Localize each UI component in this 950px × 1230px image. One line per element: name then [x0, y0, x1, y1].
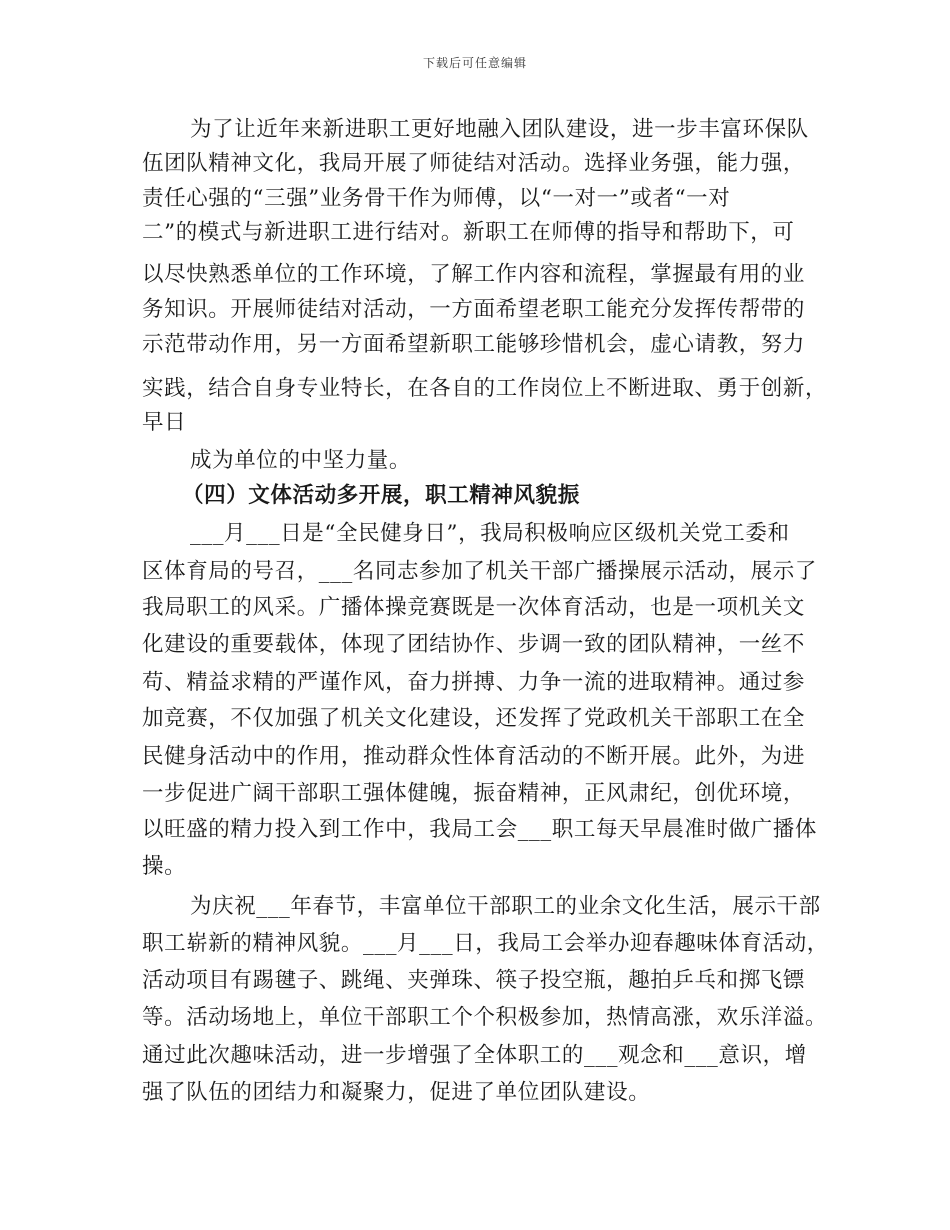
paragraph-3-line-1: ___月___日是“全民健身日”，我局积极响应区级机关党工委和: [190, 521, 790, 546]
paragraph-3-line-8: 一步促进广阔干部职工强体健魄，振奋精神，正风肃纪，创优环境，: [142, 781, 806, 806]
paragraph-1-line-5: 以尽快熟悉单位的工作环境，了解工作内容和流程，掌握最有用的业: [142, 262, 806, 287]
paragraph-3-line-2: 区体育局的号召，___名同志参加了机关干部广播操展示活动，展示了: [142, 559, 817, 584]
section-heading: （四）文体活动多开展，职工精神风貌振: [182, 483, 580, 508]
paragraph-3-line-9: 以旺盛的精力投入到工作中，我局工会___职工每天早晨准时做广播体: [142, 817, 817, 842]
paragraph-1-line-9: 早日: [142, 410, 187, 435]
paragraph-3-line-3: 我局职工的风采。广播体操竞赛既是一次体育活动，也是一项机关文: [142, 595, 806, 620]
paragraph-1-line-3: 责任心强的“三强”业务骨干作为师傅，以“一对一”或者“一对: [142, 186, 731, 211]
paragraph-1-line-2: 伍团队精神文化，我局开展了师徒结对活动。选择业务强，能力强，: [142, 151, 806, 176]
paragraph-4-line-6: 强了队伍的团结力和凝聚力，促进了单位团队建设。: [142, 1080, 651, 1105]
paragraph-1-line-1: 为了让近年来新进职工更好地融入团队建设，进一步丰富环保队: [190, 117, 809, 142]
paragraph-4-line-4: 等。活动场地上，单位干部职工个个积极参加，热情高涨，欢乐洋溢。: [142, 1005, 828, 1030]
paragraph-3-line-7: 民健身活动中的作用，推动群众性体育活动的不断开展。此外，为进: [142, 744, 806, 769]
paragraph-4-line-3: 活动项目有踢毽子、跳绳、夹弹珠、筷子投空瓶，趣拍乒乓和掷飞镖: [142, 968, 806, 993]
header-note: 下载后可任意编辑: [422, 56, 527, 70]
paragraph-1-line-8: 实践，结合自身专业特长，在各自的工作岗位上不断进取、勇于创新，: [142, 376, 828, 401]
paragraph-3-line-5: 苟、精益求精的严谨作风，奋力拼搏、力争一流的进取精神。通过参: [142, 670, 806, 695]
paragraph-3-line-4: 化建设的重要载体，体现了团结协作、步调一致的团队精神，一丝不: [142, 632, 806, 657]
paragraph-4-line-2: 职工崭新的精神风貌。___月___日，我局工会举办迎春趣味体育活动，: [142, 931, 829, 956]
paragraph-1-line-4: 二”的模式与新进职工进行结对。新职工在师傅的指导和帮助下，可: [142, 220, 795, 245]
paragraph-3-line-10: 操。: [142, 854, 187, 879]
paragraph-3-line-6: 加竞赛，不仅加强了机关文化建设，还发挥了党政机关干部职工在全: [142, 706, 806, 731]
paragraph-4-line-5: 通过此次趣味活动，进一步增强了全体职工的___观念和___意识，增: [142, 1043, 807, 1068]
paragraph-1-line-7: 示范带动作用，另一方面希望新职工能够珍惜机会，虚心请教，努力: [142, 332, 806, 357]
paragraph-4-line-1: 为庆祝___年春节，丰富单位干部职工的业余文化生活，展示干部: [190, 894, 821, 919]
paragraph-2-line-1: 成为单位的中坚力量。: [190, 448, 412, 473]
paragraph-1-line-6: 务知识。开展师徒结对活动，一方面希望老职工能充分发挥传帮带的: [142, 297, 806, 322]
